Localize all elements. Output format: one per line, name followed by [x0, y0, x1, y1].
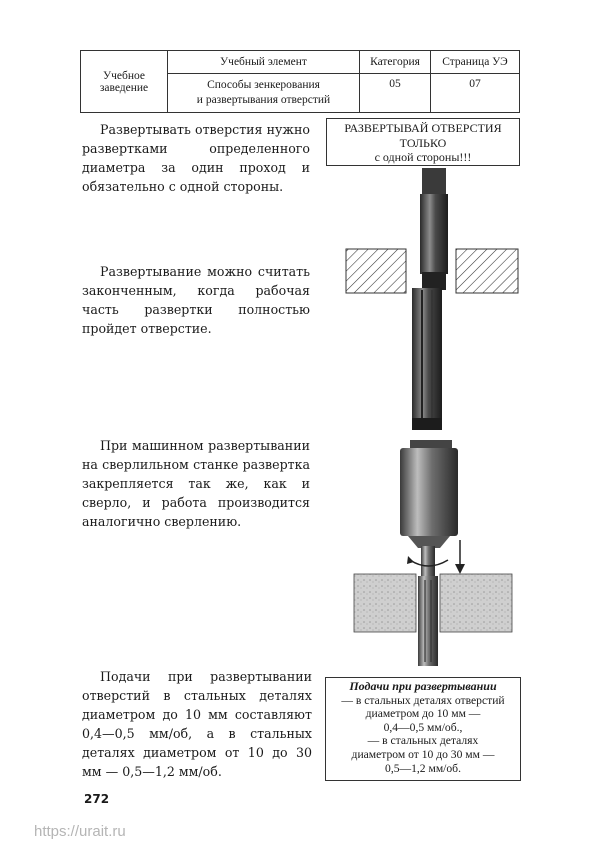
feeds-box-line2: диаметром до 10 мм —	[365, 707, 481, 721]
header-institution-label: Учебное заведение	[99, 69, 149, 94]
watermark: https://urait.ru	[34, 823, 126, 840]
paragraph-one-side-text: Развертывать отверстия нужно развертками определенного диаметра за один проход и обязательно с одной стороны.	[82, 122, 310, 194]
header-category-value-cell	[360, 74, 431, 113]
reamer-shank	[420, 194, 448, 274]
header-category-label-cell	[360, 51, 431, 74]
plate-right-section	[456, 249, 518, 293]
feed-arrowhead-icon	[455, 564, 465, 574]
machine-reaming-illustration	[350, 440, 520, 675]
reamer-neck	[422, 272, 446, 290]
header-page-label: Страница УЭ	[442, 56, 508, 68]
header-element-line1: Способы зенкерования	[207, 79, 320, 91]
header-element-value-cell	[168, 74, 360, 113]
paragraph-machine	[82, 436, 310, 531]
header-element-line2: и развертывания отверстий	[196, 94, 331, 106]
paragraph-one-side	[82, 120, 310, 196]
reamer-square-end	[422, 168, 446, 196]
plate-left-section	[346, 249, 406, 293]
paragraph-finished-text: Развертывание можно считать законченным, когда рабочая часть развертки полностью пройдет отверстие.	[82, 264, 310, 336]
chuck-body	[400, 448, 458, 536]
feeds-box-line3: 0,4—0,5 мм/об.,	[383, 720, 463, 734]
reamer-working-part	[412, 288, 442, 428]
machine-reamer-working-part	[418, 576, 438, 666]
feeds-box-line5: диаметром от 10 до 30 мм —	[351, 747, 495, 761]
header-page-value-cell	[431, 74, 520, 113]
rotation-arrowhead-icon	[407, 556, 414, 564]
feeds-box-line4: — в стальных деталях	[367, 734, 479, 748]
header-category-label: Категория	[370, 56, 420, 68]
feeds-box	[325, 677, 521, 781]
paragraph-feeds	[82, 667, 312, 781]
header-table	[80, 50, 520, 113]
header-institution-cell	[81, 51, 168, 113]
warning-box-line3: с одной стороны!!!	[374, 150, 472, 164]
feeds-box-title: Подачи при развертывании	[349, 679, 497, 693]
feeds-box-line6: 0,5—1,2 мм/об.	[385, 761, 461, 775]
feeds-box-line1: — в стальных деталях отверстий	[341, 693, 505, 707]
reamer-tip	[412, 418, 442, 430]
machine-reamer-shank	[421, 546, 435, 580]
header-element-label-cell	[168, 51, 360, 74]
workpiece-left	[354, 574, 416, 632]
header-page-value: 07	[469, 78, 481, 90]
paragraph-feeds-text: Подачи при развертывании отверстий в стальных деталях диаметром до 10 мм составляют 0,4—0,5 мм/об, а в стальных деталях диаметром от 10 до 30 мм — 0,5—1,2 мм/об.	[82, 669, 312, 779]
warning-box	[326, 118, 520, 166]
warning-box-line1: РАЗВЕРТЫВАЙ ОТВЕРСТИЯ	[344, 121, 502, 135]
header-page-label-cell	[431, 51, 520, 74]
reamer-through-hole-illustration	[340, 168, 530, 438]
paragraph-machine-text: При машинном развертывании на сверлильном станке развертка закрепляется так же, как и сверло, и работа производится аналогично сверлению.	[82, 438, 310, 529]
page-number: 272	[84, 792, 110, 806]
warning-box-line2: ТОЛЬКО	[399, 135, 447, 150]
workpiece-right	[440, 574, 512, 632]
paragraph-finished	[82, 262, 310, 338]
header-category-value: 05	[389, 78, 401, 90]
header-element-label: Учебный элемент	[220, 56, 307, 68]
